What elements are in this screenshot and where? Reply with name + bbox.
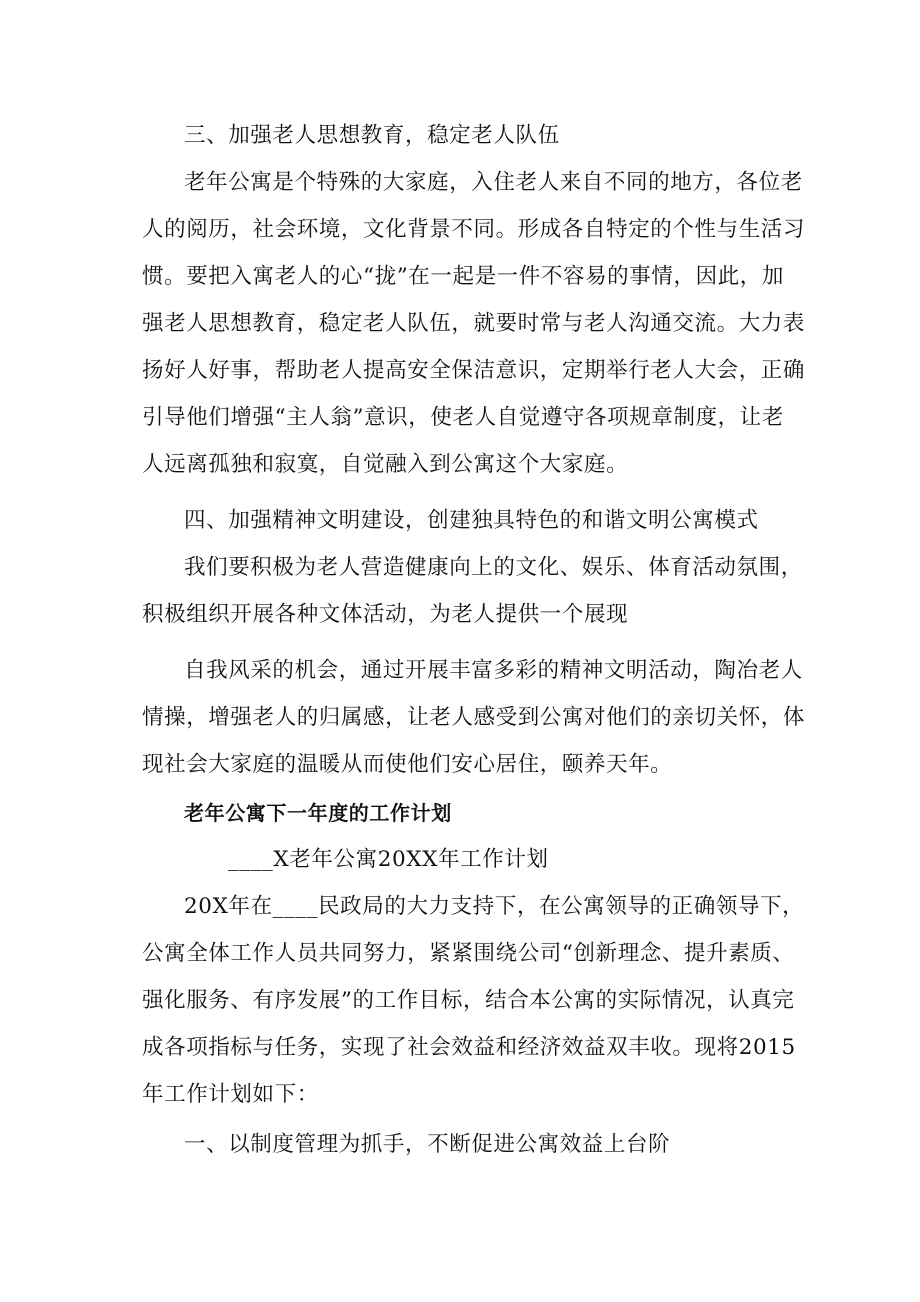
paragraph-line: 强老人思想教育，稳定老人队伍，就要时常与老人沟通交流。大力表 — [142, 311, 806, 336]
paragraph-line: 情操，增强老人的归属感，让老人感受到公寓对他们的亲切关怀，体 — [142, 705, 806, 730]
paragraph-line: 强化服务、有序发展”的工作目标，结合本公寓的实际情况，认真完 — [142, 988, 795, 1013]
paragraph-line: 引导他们增强“主人翁”意识，使老人自觉遵守各项规章制度，让老 — [142, 405, 784, 430]
paragraph-line: 惯。要把入寓老人的心“拢”在一起是一件不容易的事情，因此，加 — [142, 264, 784, 289]
paragraph-line: 20X年在____民政局的大力支持下，在公寓领导的正确领导下， — [184, 894, 805, 919]
section-heading-3: 三、加强老人思想教育，稳定老人队伍 — [184, 123, 560, 148]
section-heading-1: 一、以制度管理为抓手，不断促进公寓效益上台阶 — [184, 1132, 671, 1157]
paragraph-line: 老年公寓是个特殊的大家庭，入住老人来自不同的地方，各位老 — [184, 170, 803, 195]
paragraph-line: 扬好人好事，帮助老人提高安全保洁意识，定期举行老人大会，正确 — [142, 358, 806, 383]
document-subtitle: ____X老年公寓20XX年工作计划 — [228, 847, 549, 872]
section-heading-4: 四、加强精神文明建设，创建独具特色的和谐文明公寓模式 — [184, 508, 759, 533]
paragraph-line: 年工作计划如下： — [142, 1082, 319, 1107]
paragraph-line: 公寓全体工作人员共同努力，紧紧围绕公司“创新理念、提升素质、 — [142, 941, 795, 966]
paragraph-line: 自我风采的机会，通过开展丰富多彩的精神文明活动，陶冶老人 — [184, 658, 803, 683]
paragraph-line: 人远离孤独和寂寞，自觉融入到公寓这个大家庭。 — [142, 452, 629, 477]
paragraph-line: 人的阅历，社会环境，文化背景不同。形成各自特定的个性与生活习 — [142, 217, 806, 242]
paragraph-line: 积极组织开展各种文体活动，为老人提供一个展现 — [142, 602, 629, 627]
paragraph-line: 现社会大家庭的温暖从而使他们安心居住，颐养天年。 — [142, 752, 673, 777]
paragraph-line: 成各项指标与任务，实现了社会效益和经济效益双丰收。现将2015 — [142, 1035, 796, 1060]
document-title: 老年公寓下一年度的工作计划 — [184, 801, 452, 825]
paragraph-line: 我们要积极为老人营造健康向上的文化、娱乐、体育活动氛围， — [184, 555, 803, 580]
